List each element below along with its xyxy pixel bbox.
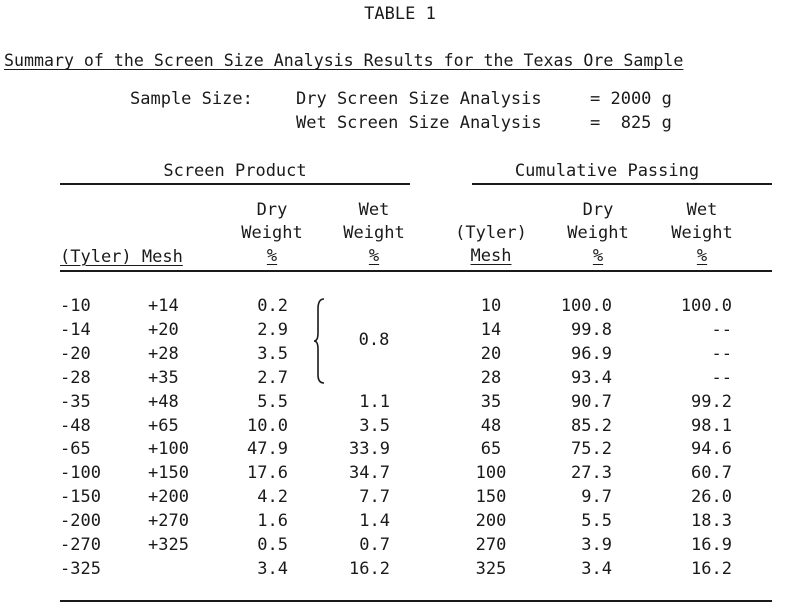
cell-mesh: 10 — [480, 296, 502, 316]
cell-cdry: 99.8 — [571, 319, 612, 340]
cell-minus: -270 — [60, 535, 101, 555]
cell-wet: 16.2 — [349, 558, 390, 579]
cell-plus: +65 — [148, 415, 179, 436]
cell-dry: 10.0 — [247, 415, 288, 436]
cell-dry: 17.6 — [247, 463, 288, 484]
cell-plus: +100 — [148, 439, 189, 460]
dry-analysis-value: = 2000 g — [590, 89, 672, 109]
cell-mesh: 150 — [475, 487, 507, 508]
combined-wet-value: 0.8 — [358, 330, 390, 350]
cell-cwet: 60.7 — [691, 463, 732, 484]
cell-cwet: -- — [711, 319, 732, 340]
cell-wet: 34.7 — [349, 463, 390, 484]
cumulative-passing-rule — [472, 183, 772, 185]
cell-minus: -100 — [60, 463, 101, 484]
cell-dry: 47.9 — [247, 439, 288, 460]
cell-cdry: 27.3 — [571, 463, 612, 484]
cell-plus: +48 — [148, 391, 179, 412]
cell-plus: +20 — [148, 319, 179, 340]
cell-mesh: 65 — [480, 439, 502, 460]
cell-cdry: 96.9 — [571, 343, 612, 364]
cell-cwet: 16.2 — [691, 558, 732, 579]
cell-cwet: 94.6 — [691, 439, 732, 460]
cell-minus: -14 — [60, 319, 91, 340]
cell-minus: -28 — [60, 367, 91, 388]
wet-analysis-label: Wet Screen Size Analysis — [296, 113, 542, 133]
sample-size-label: Sample Size: — [130, 89, 253, 109]
cell-plus: +35 — [148, 367, 179, 388]
cell-minus: -200 — [60, 511, 101, 532]
cell-cwet: -- — [711, 343, 732, 364]
cell-cdry: 75.2 — [571, 439, 612, 460]
cell-cdry: 93.4 — [571, 367, 612, 388]
cell-dry: 4.2 — [257, 487, 288, 508]
cell-dry: 1.6 — [257, 511, 288, 532]
cell-mesh: 28 — [480, 367, 502, 388]
cell-cdry: 3.9 — [581, 535, 612, 555]
cell-dry: 0.2 — [257, 296, 288, 316]
cell-plus: +270 — [148, 511, 189, 532]
cell-wet: 7.7 — [359, 487, 390, 508]
cell-cdry: 100.0 — [560, 296, 612, 316]
header-rule — [60, 270, 772, 272]
cell-wet: 3.5 — [359, 415, 390, 436]
group-brace — [314, 297, 328, 385]
cell-plus: +200 — [148, 487, 189, 508]
cell-minus: -65 — [60, 439, 91, 460]
cell-wet: 33.9 — [349, 439, 390, 460]
screen-product-heading: Screen Product — [163, 161, 307, 181]
cell-cwet: 98.1 — [691, 415, 732, 436]
cell-mesh: 14 — [480, 319, 502, 340]
cell-plus: +325 — [148, 535, 189, 555]
cell-mesh: 20 — [480, 343, 502, 364]
table-label: TABLE 1 — [364, 4, 436, 24]
cell-plus: +14 — [148, 296, 179, 316]
cell-mesh: 200 — [475, 511, 507, 532]
cell-mesh: 35 — [480, 391, 502, 412]
cell-plus: +28 — [148, 343, 179, 364]
cell-minus: -150 — [60, 487, 101, 508]
cell-minus: -35 — [60, 391, 91, 412]
cell-cwet: -- — [711, 367, 732, 388]
dry-analysis-label: Dry Screen Size Analysis — [296, 89, 542, 109]
cell-minus: -48 — [60, 415, 91, 436]
cell-cwet: 99.2 — [691, 391, 732, 412]
cell-cdry: 5.5 — [581, 511, 612, 532]
cell-cwet: 26.0 — [691, 487, 732, 508]
col-tyler-mesh: (Tyler) Mesh — [60, 247, 183, 267]
cell-minus: -325 — [60, 558, 101, 579]
cell-cwet: 18.3 — [691, 511, 732, 532]
table-title: Summary of the Screen Size Analysis Results for the Texas Ore Sample — [4, 51, 684, 70]
cell-dry: 3.5 — [257, 343, 288, 364]
cell-mesh: 270 — [475, 535, 507, 555]
cell-cwet: 100.0 — [680, 296, 732, 316]
cell-wet: 1.1 — [359, 391, 390, 412]
cumulative-passing-heading: Cumulative Passing — [514, 161, 700, 181]
cell-cdry: 9.7 — [581, 487, 612, 508]
cell-mesh: 100 — [475, 463, 507, 484]
screen-product-rule — [60, 183, 410, 185]
cell-dry: 3.4 — [257, 558, 288, 579]
cell-dry: 5.5 — [257, 391, 288, 412]
cell-wet: 1.4 — [359, 511, 390, 532]
cell-wet: 0.7 — [359, 535, 390, 555]
cell-dry: 2.9 — [257, 319, 288, 340]
wet-analysis-value: = 825 g — [590, 113, 672, 133]
cell-minus: -20 — [60, 343, 91, 364]
cell-cdry: 3.4 — [581, 558, 612, 579]
cell-minus: -10 — [60, 296, 91, 316]
cell-mesh: 325 — [475, 558, 507, 579]
cell-cdry: 90.7 — [571, 391, 612, 412]
cell-cwet: 16.9 — [691, 535, 732, 555]
cell-cdry: 85.2 — [571, 415, 612, 436]
cell-mesh: 48 — [480, 415, 502, 436]
cell-plus: +150 — [148, 463, 189, 484]
cell-dry: 2.7 — [257, 367, 288, 388]
cell-dry: 0.5 — [257, 535, 288, 555]
